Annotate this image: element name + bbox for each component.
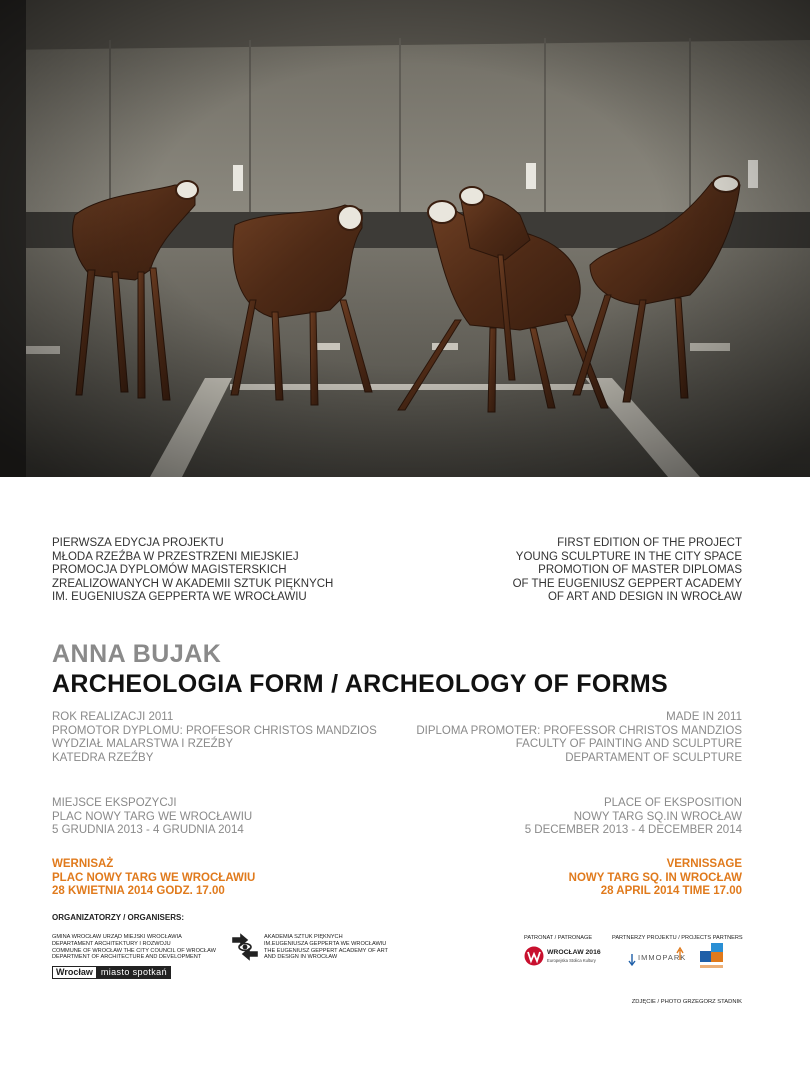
immopark-logo <box>628 946 688 968</box>
vernissage-polish: WERNISAŻ PLAC NOWY TARG WE WROCŁAWIU 28 KWIETNIA 2014 GODZ. 17.00 <box>52 858 256 897</box>
details-english: MADE IN 2011 DIPLOMA PROMOTER: PROFESSOR CHRISTOS MANDZIOS FACULTY OF PAINTING AND SCULPTURE DEPARTAMENT OF SCULPTURE <box>416 711 742 764</box>
details-polish: ROK REALIZACJI 2011 PROMOTOR DYPLOMU: PROFESOR CHRISTOS MANDZIOS WYDZIAŁ MALARSTWA I RZEŹBY KATEDRA RZEŹBY <box>52 711 377 764</box>
intro-polish: PIERWSZA EDYCJA PROJEKTU MŁODA RZEŹBA W PRZESTRZENI MIEJSKIEJ PROMOCJA DYPLOMÓW MAGISTERSKICH ZREALIZOWANYCH W AKADEMII SZTUK PIĘKNYCH IM. EUGENIUSZA GEPPERTA WE WROCŁAWIU <box>52 537 334 603</box>
wroclaw-logo-word: Wrocław <box>52 966 97 979</box>
wroclaw-2016-emblem-icon <box>524 946 544 966</box>
patron-logo-sub: Europejska Stolica Kultury <box>547 958 596 963</box>
partners-heading: PARTNERZY PROJEKTU / PROJECTS PARTNERS <box>612 935 743 941</box>
academy-logo-icon <box>229 933 261 961</box>
organiser-academy-text: AKADEMIA SZTUK PIĘKNYCH IM.EUGENIUSZA GEPPERTA WE WROCŁAWIU THE EUGENIUSZ GEPPERT ACADEMY OF ART AND DESIGN IN WROCŁAW <box>264 934 388 961</box>
wroclaw-logo <box>52 966 171 979</box>
exhibition-title: ARCHEOLOGIA FORM / ARCHEOLOGY OF FORMS <box>52 670 669 698</box>
hero-photo <box>0 0 810 477</box>
place-polish: MIEJSCE EKSPOZYCJI PLAC NOWY TARG WE WROCŁAWIU 5 GRUDNIA 2013 - 4 GRUDNIA 2014 <box>52 797 253 836</box>
artist-name: ANNA BUJAK <box>52 640 222 668</box>
photo-credit: ZDJĘCIE / PHOTO GRZEGORZ STADNIK <box>631 999 742 1005</box>
place-english: PLACE OF EKSPOSITION NOWY TARG SQ.IN WROCŁAW 5 DECEMBER 2013 - 4 DECEMBER 2014 <box>524 797 742 836</box>
patronage-heading: PATRONAT / PATRONAGE <box>524 935 593 941</box>
partner-logo-text: IMMOPARK <box>638 953 687 962</box>
organisers-heading: ORGANIZATORZY / ORGANISERS: <box>52 913 185 922</box>
wroclaw-logo-slogan: miasto spotkań <box>97 966 171 979</box>
intro-english: FIRST EDITION OF THE PROJECT YOUNG SCULPTURE IN THE CITY SPACE PROMOTION OF MASTER DIPLOMAS OF THE EUGENIUSZ GEPPERT ACADEMY OF ART AND DESIGN IN WROCŁAW <box>512 537 742 603</box>
patron-logo-main: WROCŁAW 2016 <box>547 949 601 956</box>
partner-cubes-logo-icon <box>700 943 724 971</box>
vernissage-english: VERNISSAGE NOWY TARG SQ. IN WROCŁAW 28 APRIL 2014 TIME 17.00 <box>568 858 742 897</box>
organiser-wroclaw-text: GMINA WROCŁAW URZĄD MIEJSKI WROCŁAWIA DEPARTAMENT ARCHITEKTURY I ROZWOJU COMMUNE OF WROCŁAW THE CITY COUNCIL OF WROCŁAW DEPARTMENT OF ARCHITECTURE AND DEVELOPMENT <box>52 934 216 961</box>
wroclaw-2016-logo <box>524 945 608 969</box>
